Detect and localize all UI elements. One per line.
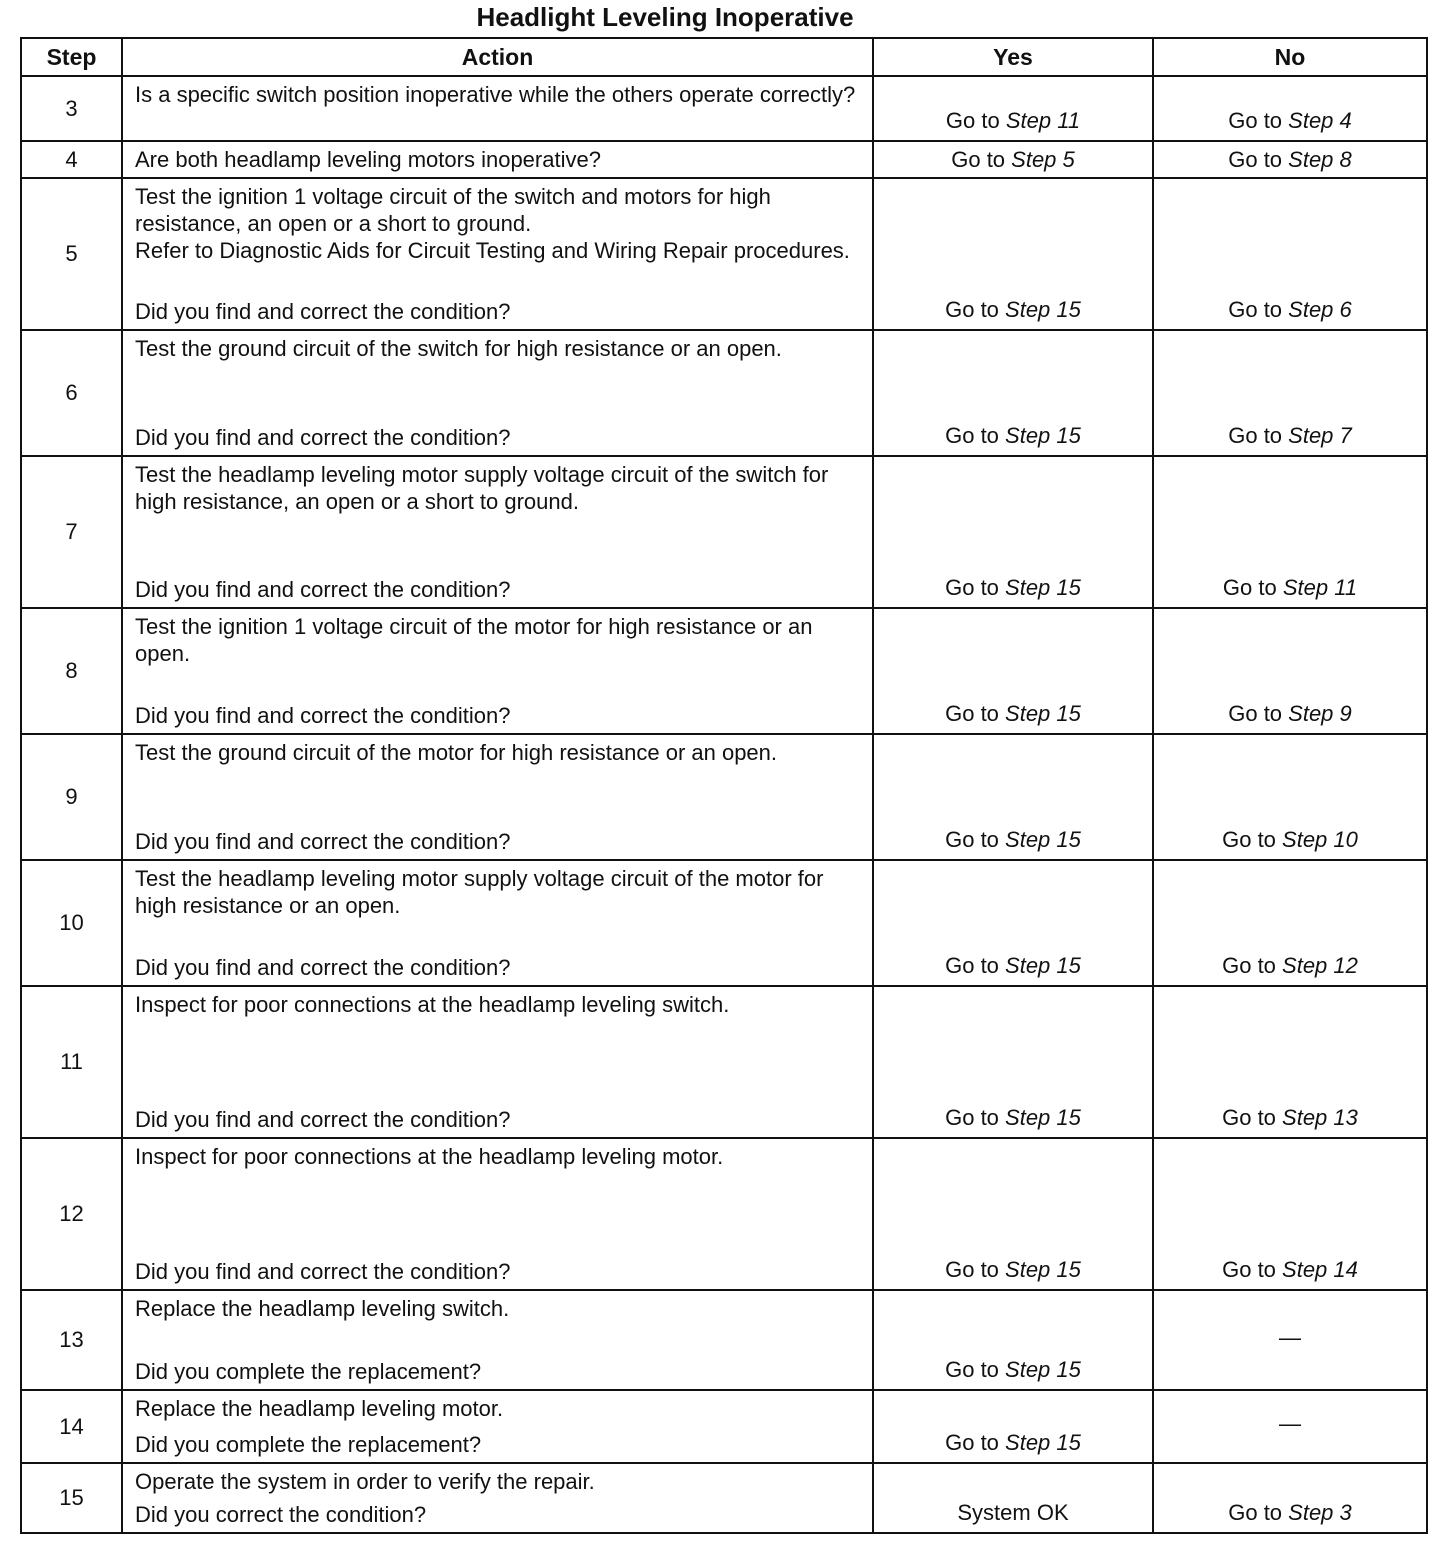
- yes-outcome-text: Go to: [945, 423, 1006, 448]
- yes-step-link: Step 15: [1005, 1357, 1081, 1382]
- table-row: [21, 178, 1427, 330]
- action-text: Test the ignition 1 voltage circuit of the motor for high resistance or an open.: [135, 614, 813, 666]
- yes-outcome-text: System OK: [957, 1500, 1069, 1525]
- yes-outcome-text: Go to: [945, 108, 1006, 133]
- yes-outcome-text: Go to: [945, 1357, 1006, 1382]
- table-row: [21, 1390, 1427, 1463]
- yes-step-link: Step 15: [1005, 827, 1081, 852]
- table-row: [21, 330, 1427, 456]
- yes-outcome-text: Go to: [945, 297, 1006, 322]
- yes-outcome: [873, 1390, 1153, 1463]
- step-number: 3: [21, 76, 122, 141]
- no-outcome: [1153, 986, 1427, 1138]
- action-text: Test the headlamp leveling motor supply voltage circuit of the motor for high resistance or an open.: [135, 866, 824, 918]
- yes-outcome: [873, 456, 1153, 608]
- no-step-link: Step 11: [1282, 575, 1358, 600]
- diagnostic-table: [20, 37, 1428, 1534]
- action-cell: [122, 1290, 873, 1390]
- step-number: 9: [21, 734, 122, 860]
- yes-step-link: Step 15: [1005, 1105, 1081, 1130]
- yes-step-link: Step 15: [1005, 953, 1081, 978]
- header-yes: Yes: [873, 38, 1153, 76]
- yes-outcome: [873, 734, 1153, 860]
- action-cell: [122, 1390, 873, 1463]
- yes-step-link: Step 15: [1005, 1257, 1081, 1282]
- yes-step-link: Step 15: [1005, 575, 1081, 600]
- yes-step-link: Step 15: [1005, 1430, 1081, 1455]
- no-outcome: [1153, 734, 1427, 860]
- no-outcome-text: Go to: [1228, 147, 1289, 172]
- action-question: Did you find and correct the condition?: [135, 299, 511, 324]
- action-text: Replace the headlamp leveling motor.: [135, 1396, 504, 1421]
- action-question: Did you find and correct the condition?: [135, 577, 511, 602]
- no-step-link: Step 6: [1288, 297, 1352, 322]
- yes-outcome: [873, 608, 1153, 734]
- yes-outcome: [873, 76, 1153, 141]
- no-outcome-text: Go to: [1228, 1500, 1289, 1525]
- no-outcome: [1153, 141, 1427, 178]
- table-row: [21, 76, 1427, 141]
- step-number: 8: [21, 608, 122, 734]
- table-row: [21, 986, 1427, 1138]
- no-outcome: [1153, 76, 1427, 141]
- header-no: No: [1153, 38, 1427, 76]
- yes-outcome: [873, 141, 1153, 178]
- action-cell: [122, 608, 873, 734]
- step-number: 5: [21, 178, 122, 330]
- step-number: 6: [21, 330, 122, 456]
- header-action: Action: [122, 38, 873, 76]
- action-question: Did you complete the replacement?: [135, 1432, 482, 1457]
- step-number: 4: [21, 141, 122, 178]
- yes-outcome-text: Go to: [951, 147, 1012, 172]
- yes-outcome-text: Go to: [945, 1257, 1006, 1282]
- table-row: [21, 141, 1427, 178]
- no-outcome-text: Go to: [1222, 575, 1283, 600]
- action-cell: [122, 1463, 873, 1533]
- no-outcome-text: Go to: [1222, 1105, 1283, 1130]
- no-outcome: [1153, 608, 1427, 734]
- action-cell: [122, 734, 873, 860]
- action-question: Did you find and correct the condition?: [135, 703, 511, 728]
- action-cell: [122, 141, 873, 178]
- action-cell: [122, 456, 873, 608]
- header-step: Step: [21, 38, 122, 76]
- no-step-link: Step 10: [1282, 827, 1358, 852]
- action-question: Did you find and correct the condition?: [135, 829, 511, 854]
- step-number: 11: [21, 986, 122, 1138]
- no-outcome-text: Go to: [1222, 953, 1283, 978]
- step-number: 12: [21, 1138, 122, 1290]
- action-question: Did you find and correct the condition?: [135, 425, 511, 450]
- action-text: Operate the system in order to verify the repair.: [135, 1469, 595, 1494]
- no-step-link: Step 7: [1288, 423, 1352, 448]
- yes-outcome: [873, 860, 1153, 986]
- yes-outcome-text: Go to: [945, 701, 1006, 726]
- action-text: Replace the headlamp leveling switch.: [135, 1296, 510, 1321]
- no-outcome-text: Go to: [1222, 1257, 1283, 1282]
- no-outcome-text: Go to: [1228, 297, 1289, 322]
- yes-step-link: Step 11: [1005, 108, 1081, 133]
- action-cell: [122, 1138, 873, 1290]
- action-cell: [122, 860, 873, 986]
- action-text: Are both headlamp leveling motors inoperative?: [135, 147, 601, 172]
- yes-step-link: Step 15: [1005, 701, 1081, 726]
- yes-outcome: [873, 178, 1153, 330]
- table-row: [21, 734, 1427, 860]
- yes-step-link: Step 15: [1005, 423, 1081, 448]
- yes-step-link: Step 5: [1011, 147, 1075, 172]
- table-row: [21, 456, 1427, 608]
- action-text: Test the ground circuit of the motor for high resistance or an open.: [135, 740, 778, 765]
- action-question: Did you find and correct the condition?: [135, 1259, 511, 1284]
- no-outcome-text: —: [1279, 1324, 1301, 1350]
- no-step-link: Step 9: [1288, 701, 1352, 726]
- table-row: [21, 1290, 1427, 1390]
- yes-outcome: [873, 986, 1153, 1138]
- action-text: Inspect for poor connections at the headlamp leveling motor.: [135, 1144, 724, 1169]
- yes-step-link: Step 15: [1005, 297, 1081, 322]
- no-outcome-text: —: [1279, 1411, 1301, 1436]
- yes-outcome: [873, 1463, 1153, 1533]
- table-row: [21, 860, 1427, 986]
- yes-outcome-text: Go to: [945, 1105, 1006, 1130]
- table-header-row: [21, 38, 1427, 76]
- yes-outcome: [873, 1138, 1153, 1290]
- yes-outcome-text: Go to: [945, 827, 1006, 852]
- action-text: Test the ignition 1 voltage circuit of the switch and motors for high resistance, an open or a short to ground.: [135, 184, 771, 236]
- action-text: Test the ground circuit of the switch for high resistance or an open.: [135, 336, 782, 361]
- step-number: 7: [21, 456, 122, 608]
- no-step-link: Step 13: [1282, 1105, 1358, 1130]
- action-text: Inspect for poor connections at the headlamp leveling switch.: [135, 992, 730, 1017]
- action-question: Did you find and correct the condition?: [135, 1107, 511, 1132]
- no-outcome: [1153, 1463, 1427, 1533]
- no-outcome: [1153, 456, 1427, 608]
- no-step-link: Step 12: [1282, 953, 1358, 978]
- no-outcome: [1153, 330, 1427, 456]
- step-number: 14: [21, 1390, 122, 1463]
- table-row: [21, 1138, 1427, 1290]
- no-outcome-text: Go to: [1222, 827, 1283, 852]
- step-number: 15: [21, 1463, 122, 1533]
- no-step-link: Step 14: [1282, 1257, 1358, 1282]
- action-text: Is a specific switch position inoperative while the others operate correctly?: [135, 82, 856, 107]
- table-row: [21, 1463, 1427, 1533]
- action-text: Refer to Diagnostic Aids for Circuit Testing and Wiring Repair procedures.: [135, 238, 850, 263]
- no-step-link: Step 4: [1288, 108, 1352, 133]
- action-question: Did you correct the condition?: [135, 1502, 427, 1527]
- no-outcome: [1153, 1390, 1427, 1463]
- action-cell: [122, 986, 873, 1138]
- yes-outcome: [873, 1290, 1153, 1390]
- document-title: Headlight Leveling Inoperative: [476, 2, 854, 32]
- step-number: 13: [21, 1290, 122, 1390]
- action-cell: [122, 76, 873, 141]
- step-number: 10: [21, 860, 122, 986]
- no-outcome-text: Go to: [1228, 108, 1289, 133]
- no-outcome-text: Go to: [1228, 423, 1289, 448]
- yes-outcome-text: Go to: [945, 953, 1006, 978]
- action-text: Test the headlamp leveling motor supply voltage circuit of the switch for high resistance, an open or a short to ground.: [135, 462, 829, 514]
- no-step-link: Step 8: [1288, 147, 1352, 172]
- no-outcome-text: Go to: [1228, 701, 1289, 726]
- no-outcome: [1153, 1138, 1427, 1290]
- yes-outcome: [873, 330, 1153, 456]
- yes-outcome-text: Go to: [945, 1430, 1006, 1455]
- action-question: Did you complete the replacement?: [135, 1359, 482, 1384]
- table-row: [21, 608, 1427, 734]
- action-cell: [122, 178, 873, 330]
- action-cell: [122, 330, 873, 456]
- no-outcome: [1153, 1290, 1427, 1390]
- no-outcome: [1153, 860, 1427, 986]
- no-step-link: Step 3: [1288, 1500, 1352, 1525]
- yes-outcome-text: Go to: [945, 575, 1006, 600]
- no-outcome: [1153, 178, 1427, 330]
- action-question: Did you find and correct the condition?: [135, 955, 511, 980]
